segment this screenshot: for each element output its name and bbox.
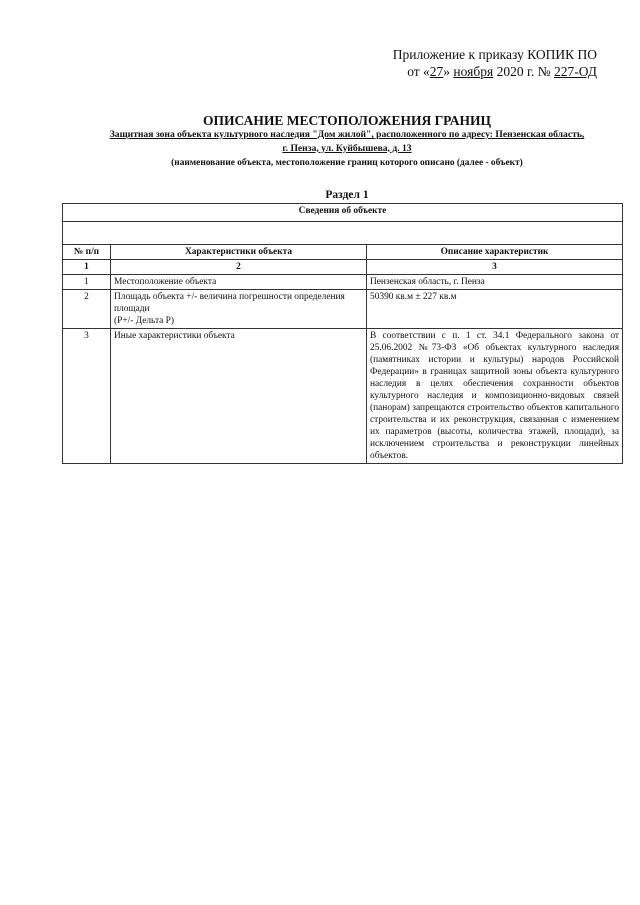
table-header-row — [63, 245, 623, 260]
row-description: 50390 кв.м ± 227 кв.м — [367, 290, 623, 329]
table-column-number-row — [63, 260, 623, 275]
document-title: ОПИСАНИЕ МЕСТОПОЛОЖЕНИЯ ГРАНИЦ — [203, 113, 491, 128]
appendix-title: Приложение к приказу КОПИК ПО — [392, 47, 597, 62]
column-number-2: 2 — [111, 260, 367, 275]
appendix-date-line — [393, 63, 597, 80]
row-description: В соответствии с п. 1 ст. 34.1 Федерального закона от 25.06.2002 №73-ФЗ «Об объектах культурного наследия (памятниках истории и культуры) народов Российской Федерации» в границах защитной зоны объекта культурного наследия в целях обеспечения сохранности объектов культурного наследия и композиционно-видовых связей (панорам) запрещаются строительство объектов капитального строительства и их реконструкция, связанная с изменением их параметров (высоты, количества этажей, площади), за исключением строительства и реконструкции линейных объектов. — [367, 329, 623, 464]
header-characteristic: Характеристики объекта — [111, 245, 367, 260]
row-description: Пензенская область, г. Пенза — [367, 275, 623, 290]
row-characteristic-text: Площадь объекта +/- величина погрешности определения площади — [114, 292, 345, 314]
object-description-line-2: г. Пенза, ул. Куйбышева, д. 13 — [282, 142, 412, 154]
title-block — [62, 110, 632, 169]
date-mid-2: 2020 г. № — [493, 64, 554, 79]
date-month: ноября — [453, 64, 494, 79]
row-characteristic: Местоположение объекта — [111, 275, 367, 290]
appendix-note — [393, 46, 597, 80]
header-description: Описание характеристик — [367, 245, 623, 260]
object-hint: (наименование объекта, местоположение границ которого описано (далее - объект) — [171, 158, 523, 168]
row-characteristic — [111, 290, 367, 329]
date-prefix: от « — [407, 64, 430, 79]
object-info-table — [62, 203, 623, 464]
date-mid-1: » — [443, 64, 454, 79]
table-row — [63, 275, 623, 290]
header-num: № п/п — [63, 245, 111, 260]
object-description-line-1: Защитная зона объекта культурного наследия "Дом жилой", расположенного по адресу: Пензенская область, — [109, 129, 585, 140]
section-title: Раздел 1 — [325, 189, 369, 201]
table-row — [63, 329, 623, 464]
table-caption: Сведения об объекте — [63, 204, 623, 222]
row-characteristic-extra: (Р+/- Дельта Р) — [114, 316, 175, 326]
order-number: 227-ОД — [553, 64, 597, 79]
row-num: 1 — [63, 275, 111, 290]
row-num: 3 — [63, 329, 111, 464]
table-row — [63, 290, 623, 329]
row-characteristic: Иные характеристики объекта — [111, 329, 367, 464]
table-spacer-row — [63, 222, 623, 245]
date-day: 27 — [429, 64, 444, 79]
column-number-1: 1 — [63, 260, 111, 275]
row-num: 2 — [63, 290, 111, 329]
column-number-3: 3 — [367, 260, 623, 275]
